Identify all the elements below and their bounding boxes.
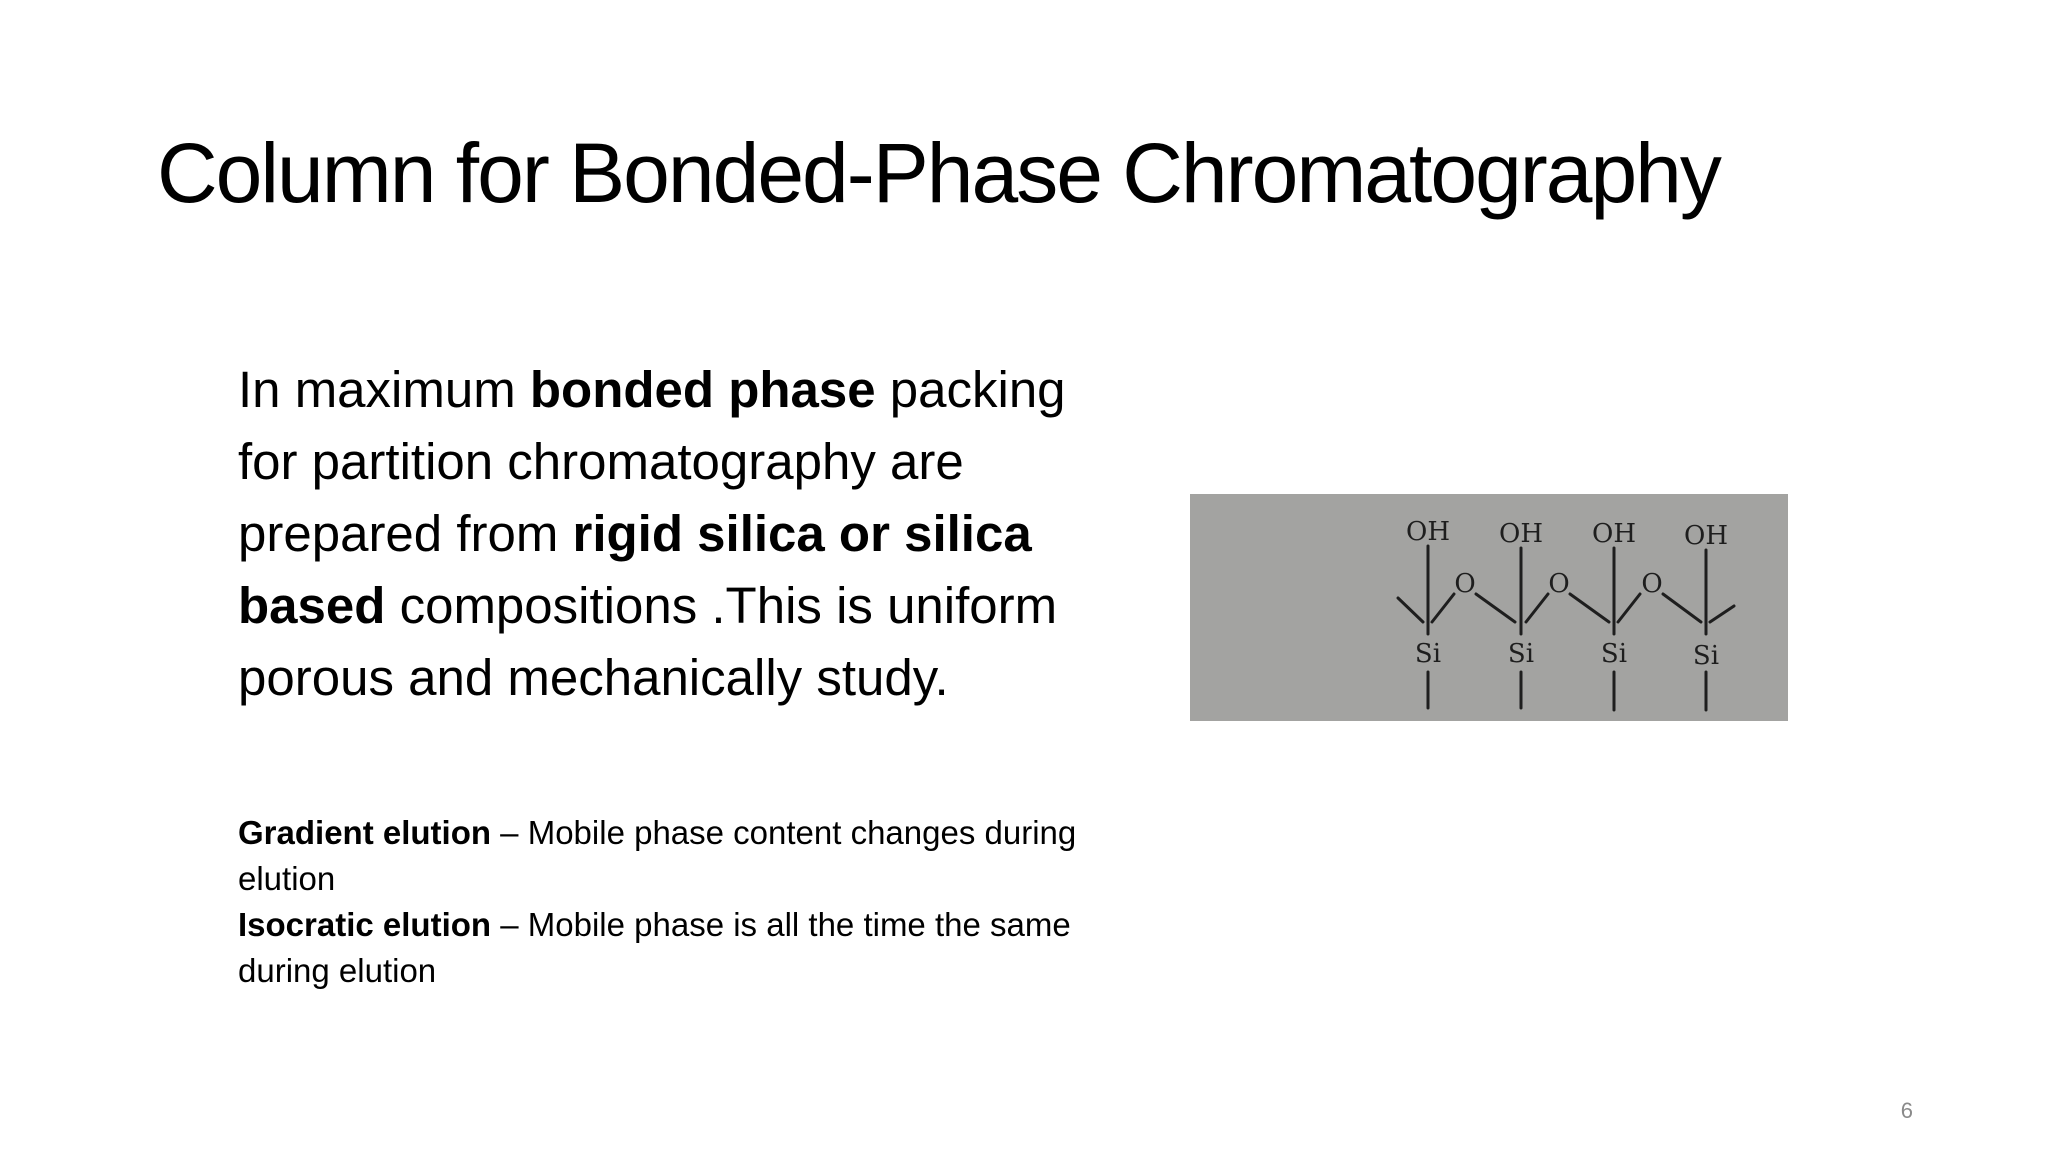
- terminal-bond: [1398, 598, 1423, 622]
- silicon-label: Si: [1414, 639, 1442, 669]
- paragraph-text-1: In maximum: [238, 361, 530, 418]
- si-o-bond: [1570, 594, 1609, 622]
- silicon-label: Si: [1507, 639, 1535, 669]
- si-o-bond: [1432, 594, 1454, 622]
- elution-notes: [238, 810, 1158, 994]
- note-isocratic-elution: [238, 902, 1158, 994]
- silicon-label: Si: [1692, 641, 1720, 671]
- si-o-bond: [1663, 594, 1701, 622]
- si-o-bond: [1618, 594, 1640, 622]
- paragraph-bold-rigid-silica: rigid silica or silica based: [238, 505, 1032, 634]
- page-number: 6: [1900, 1098, 1913, 1123]
- paragraph-text-3: compositions .This is uniform porous and mechanically study.: [238, 577, 1058, 706]
- note-term: Isocratic elution: [238, 906, 492, 943]
- oxygen-label: O: [1641, 569, 1663, 599]
- note-term: Gradient elution: [238, 814, 492, 851]
- hydroxyl-label: OH: [1406, 517, 1450, 547]
- slide-title: Column for Bonded-Phase Chromatography: [157, 126, 1720, 220]
- note-description: – Mobile phase content changes during elution: [238, 814, 1077, 897]
- si-o-bond: [1526, 594, 1548, 622]
- paragraph-bold-bonded-phase: bonded phase: [529, 361, 876, 418]
- hydroxyl-label: OH: [1499, 519, 1543, 549]
- main-paragraph: [238, 354, 1138, 714]
- note-gradient-elution: [238, 810, 1158, 902]
- note-description: – Mobile phase is all the time the same during elution: [238, 906, 1071, 989]
- terminal-bond: [1710, 606, 1734, 622]
- hydroxyl-label: OH: [1684, 521, 1728, 551]
- si-o-bond: [1476, 594, 1515, 622]
- paragraph-text-2: packing for partition chromatography are prepared from: [238, 361, 1066, 562]
- silica-structure-image: [1190, 494, 1788, 721]
- oxygen-label: O: [1548, 569, 1570, 599]
- oxygen-label: O: [1454, 569, 1476, 599]
- hydroxyl-label: OH: [1592, 519, 1636, 549]
- silica-structure-diagram: [1190, 494, 1788, 721]
- silicon-label: Si: [1600, 639, 1628, 669]
